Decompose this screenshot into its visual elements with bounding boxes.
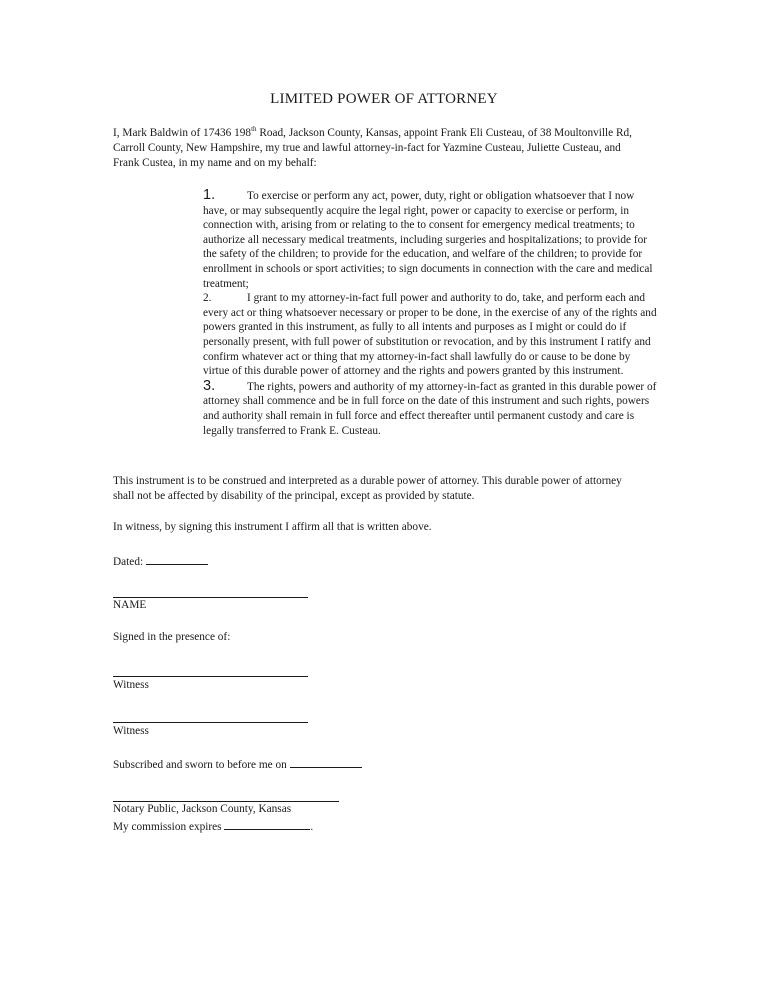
- document-title: LIMITED POWER OF ATTORNEY: [270, 91, 498, 107]
- item-number: 2.: [203, 292, 212, 305]
- item-text: To exercise or perform any act, power, duty, right or obligation whatsoever that I now have, or may subsequently acquire the legal right, power or capacity to exercise or perform, in connection with, arising from or relating to the to consent for emergency medical treatments; to authorize all necessary medical treatments, including surgeries and hospitalizations; to provide for the safety of the children; to provide for the education, and welfare of the children; to provide for enrollment in schools or sport activities; to sign documents in connection with the care and medical treatment;: [203, 190, 653, 290]
- intro-superscript: th: [251, 125, 257, 134]
- dated-row: [113, 553, 643, 570]
- dated-blank-line: [146, 553, 208, 565]
- commission-end: .: [310, 821, 314, 833]
- subscribed-row: [113, 756, 643, 773]
- dated-label: Dated:: [113, 556, 144, 568]
- durable-clause: This instrument is to be construed and interpreted as a durable power of attorney. This durable power of attorney shall not be affected by disability of the principal, except as provided by statute.: [113, 475, 622, 502]
- signed-presence-label: Signed in the presence of:: [113, 631, 231, 643]
- witness-clause: In witness, by signing this instrument I affirm all that is written above.: [113, 521, 432, 533]
- item-number: 1.: [203, 187, 216, 203]
- item-number: 3.: [203, 377, 216, 394]
- item-text: The rights, powers and authority of my attorney-in-fact as granted in this durable power of attorney shall commence and be in full force on the date of this instrument and such rights, powers and authority shall remain in full force and effect thereafter until permanent custody and care is legally transferred to Frank E. Custeau.: [203, 380, 657, 437]
- intro-paragraph: [113, 126, 643, 171]
- notary-label: Notary Public, Jackson County, Kansas: [113, 803, 292, 815]
- list-item: [203, 291, 658, 379]
- commission-blank-line: [224, 818, 310, 830]
- list-item: [203, 188, 658, 291]
- commission-label: My commission expires: [113, 821, 222, 833]
- intro-text-part2: Road, Jackson County, Kansas, appoint Frank Eli Custeau, of 38 Moultonville Rd, Carroll County, New Hampshire, my true and lawful attorney-in-fact for Yazmine Custeau, Juliette Custeau, and Frank Custea, in my name and on my behalf:: [113, 127, 632, 169]
- witness1-signature-line: [113, 676, 308, 677]
- subscribed-blank-line: [290, 756, 362, 768]
- commission-row: [113, 818, 643, 835]
- witness1-label: Witness: [113, 679, 149, 691]
- witness2-label: Witness: [113, 725, 149, 737]
- intro-text-part1: I, Mark Baldwin of 17436 198: [113, 127, 252, 139]
- witness2-signature-line: [113, 722, 308, 723]
- numbered-list: [203, 188, 658, 438]
- subscribed-label: Subscribed and sworn to before me on: [113, 759, 287, 771]
- name-label: NAME: [113, 599, 147, 611]
- item-text: I grant to my attorney-in-fact full power and authority to do, take, and perform each and every act or thing whatsoever necessary or proper to be done, in the exercise of any of the rights and powers granted in this instrument, as fully to all intents and purposes as I might or could do if personally present, with full power of substitution or revocation, and by this instrument I ratify and confirm whatever act or thing that my attorney-in-fact shall lawfully do or cause to be done by virtue of this durable power of attorney and the rights and powers granted by this instrument.: [203, 292, 657, 378]
- list-item: [203, 379, 658, 438]
